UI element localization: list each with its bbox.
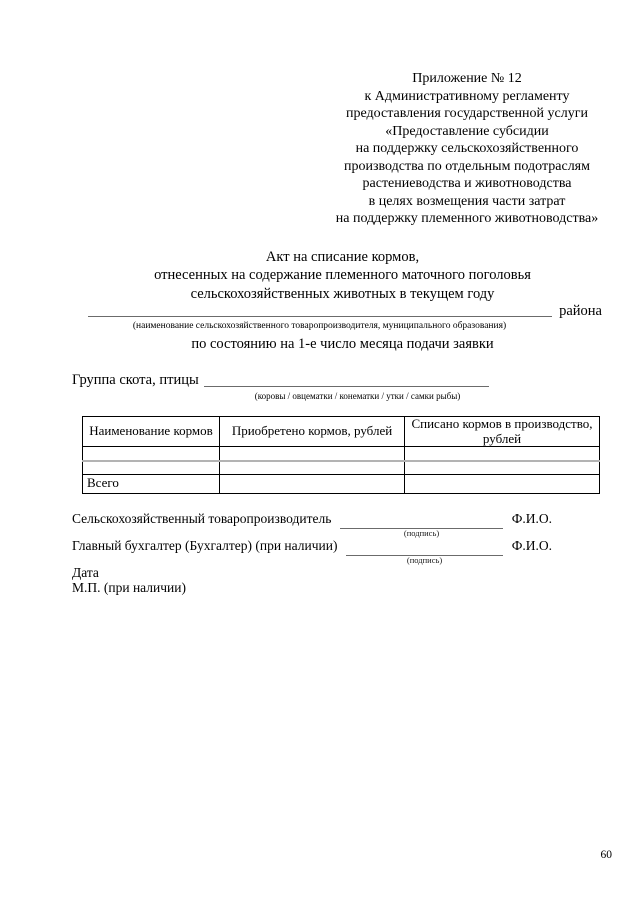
column-header-feed-name: Наименование кормов xyxy=(83,417,220,447)
appendix-header-line: растениеводства и животноводства xyxy=(362,176,572,191)
table-cell xyxy=(405,461,600,475)
table-cell xyxy=(405,475,600,494)
table-row xyxy=(83,447,600,461)
table-row xyxy=(83,461,600,475)
appendix-header xyxy=(302,70,632,228)
appendix-header-line: в целях возмещения части затрат xyxy=(368,193,566,209)
table-row-total xyxy=(83,475,600,494)
district-row xyxy=(88,303,602,320)
livestock-group-caption: (коровы / овцематки / конематки / утки / самки рыбы) xyxy=(254,391,461,401)
document-title-line: сельскохозяйственных животных в текущем году xyxy=(190,285,495,302)
table-cell xyxy=(83,447,220,461)
district-blank-line xyxy=(88,303,552,317)
document-title-line: Акт на списание кормов, xyxy=(265,248,420,265)
signature-line-caption: (подпись) xyxy=(403,528,440,538)
appendix-header-line: на поддержку сельскохозяйственного xyxy=(355,141,579,156)
district-caption: (наименование сельскохозяйственного товаропроизводителя, муниципального образования) xyxy=(132,321,507,331)
table-cell xyxy=(405,447,600,461)
district-suffix: района xyxy=(559,303,602,319)
signature-label: Сельскохозяйственный товаропроизводитель xyxy=(72,511,332,526)
appendix-header-line: предоставления государственной услуги xyxy=(346,106,588,121)
table-cell-total-label: Всего xyxy=(83,475,220,494)
signature-fio-label: Ф.И.О. xyxy=(511,538,552,553)
signature-blank-line xyxy=(340,511,502,538)
livestock-group-row xyxy=(72,372,640,390)
column-header-feed-written-off: Списано кормов в производство, рублей xyxy=(405,417,600,447)
feed-table-header-row xyxy=(83,417,600,447)
feed-table xyxy=(82,416,600,494)
signature-line-caption: (подпись) xyxy=(406,555,443,565)
signature-fio-label: Ф.И.О. xyxy=(511,511,552,526)
as-of-line: по состоянию на 1-е число месяца подачи заявки xyxy=(191,336,494,352)
livestock-group-label: Группа скота, птицы xyxy=(72,372,199,388)
appendix-header-line: производства по отдельным подотраслям xyxy=(344,158,590,174)
stamp-label: М.П. (при наличии) xyxy=(72,579,186,595)
table-cell xyxy=(220,475,405,494)
signature-label: Главный бухгалтер (Бухгалтер) (при наличии) xyxy=(72,538,338,553)
document-title xyxy=(70,248,615,304)
table-cell xyxy=(220,461,405,475)
signature-row-accountant xyxy=(72,538,552,565)
document-title-line: отнесенных на содержание племенного маточного поголовья xyxy=(154,267,531,283)
livestock-group-blank-line xyxy=(204,372,489,387)
appendix-header-line: «Предоставление субсидии xyxy=(385,123,549,139)
page-number: 60 xyxy=(600,849,612,861)
signature-section xyxy=(0,511,640,565)
appendix-header-line: к Административному регламенту xyxy=(364,88,570,104)
table-cell xyxy=(83,461,220,475)
signature-blank-line xyxy=(346,538,502,565)
footer-lines xyxy=(72,566,640,595)
appendix-header-line: на поддержку племенного животноводства» xyxy=(335,211,599,226)
appendix-header-line: Приложение № 12 xyxy=(412,71,522,86)
column-header-feed-purchased: Приобретено кормов, рублей xyxy=(220,417,405,447)
table-cell xyxy=(220,447,405,461)
signature-row-producer xyxy=(72,511,552,538)
date-label: Дата xyxy=(72,565,99,580)
